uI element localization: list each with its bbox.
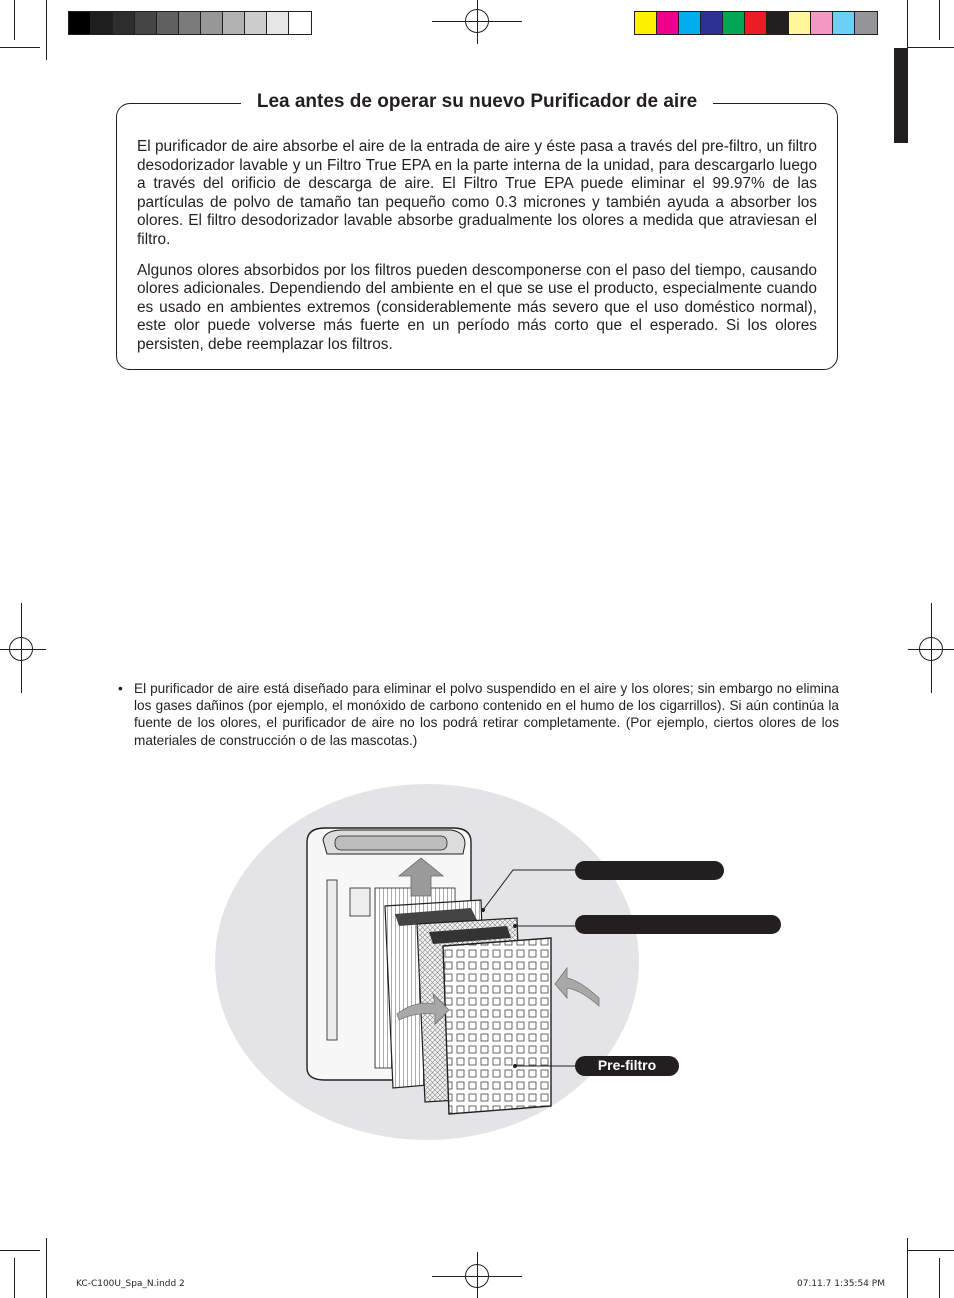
footer-filename: KC-C100U_Spa_N.indd 2 [76,1279,185,1289]
crop-mark [0,47,40,48]
bullet-note [118,680,839,749]
notice-title: Lea antes de operar su nuevo Purificador de aire [241,91,713,112]
color-swatch [91,12,113,34]
color-swatch [135,12,157,34]
crop-mark [14,0,15,40]
process-color-bar [634,11,878,35]
color-swatch [113,12,135,34]
crop-mark [907,1238,908,1298]
section-tab [894,48,908,143]
bullet-text: El purificador de aire está diseñado para eliminar el polvo suspendido en el aire y los olores; sin embargo no elimina los gases dañinos (por ejemplo, el monóxido de carbono contenido en el humo de los cigarrillos). Si aún continúa la fuente de los olores, el purificador de aire no los podrá retirar completamente. (Por ejemplo, ciertos olores de los materiales de construcción o de las mascotas.) [134,681,839,748]
grayscale-color-bar [68,11,312,35]
color-swatch [767,12,789,34]
crop-mark [0,1250,40,1251]
registration-circle [9,637,33,661]
crop-mark [939,0,940,40]
color-swatch [179,12,201,34]
crop-mark [907,1250,954,1251]
crop-mark [46,1238,47,1298]
color-swatch [657,12,679,34]
color-swatch [679,12,701,34]
registration-circle [919,637,943,661]
footer-timestamp: 07.11.7 1:35:54 PM [797,1279,885,1289]
crop-mark [46,0,47,60]
deodorizing-filter-label [575,915,781,934]
bullet-symbol: • [118,681,123,696]
color-swatch [811,12,833,34]
notice-body [137,138,817,367]
crop-mark [939,1258,940,1298]
color-swatch [69,12,91,34]
color-swatch [157,12,179,34]
color-swatch [701,12,723,34]
color-swatch [855,12,877,34]
color-swatch [789,12,811,34]
color-swatch [723,12,745,34]
crop-mark [907,47,954,48]
color-swatch [223,12,245,34]
hepa-filter-label [575,861,724,880]
color-swatch [289,12,311,34]
pre-filter [443,938,551,1114]
color-swatch [745,12,767,34]
registration-circle [465,9,489,33]
notice-paragraph-2: Algunos olores absorbidos por los filtros pueden descomponerse con el paso del tiempo, causando olores adicionales. Dependiendo del ambiente en el que se use el producto, especialmente cuando es usado en ambientes extremos (considerablemente más severo que el uso doméstico normal), este olor puede volverse más fuerte en un período más corto que el esperado. Si los olores persisten, debe reemplazar los filtros. [137,261,817,353]
registration-circle [465,1264,489,1288]
color-swatch [833,12,855,34]
color-swatch [245,12,267,34]
color-swatch [267,12,289,34]
notice-box [116,91,838,370]
color-swatch [635,12,657,34]
crop-mark [14,1258,15,1298]
notice-paragraph-1: El purificador de aire absorbe el aire de la entrada de aire y éste pasa a través del pre-filtro, un filtro desodorizador lavable y un Filtro True EPA en la parte interna de la unidad, para descargarlo luego a través del orificio de descarga de aire. El Filtro True EPA puede eliminar el 99.97% de las partículas de polvo de tamaño tan pequeño como 0.3 micrones y también ayuda a absorber los olores. El filtro desodorizador lavable absorbe gradualmente los olores a medida que atraviesan el filtro. [137,138,817,248]
prefilter-label: Pre-filtro [575,1056,679,1076]
color-swatch [201,12,223,34]
air-purifier-filter-diagram [215,780,815,1145]
